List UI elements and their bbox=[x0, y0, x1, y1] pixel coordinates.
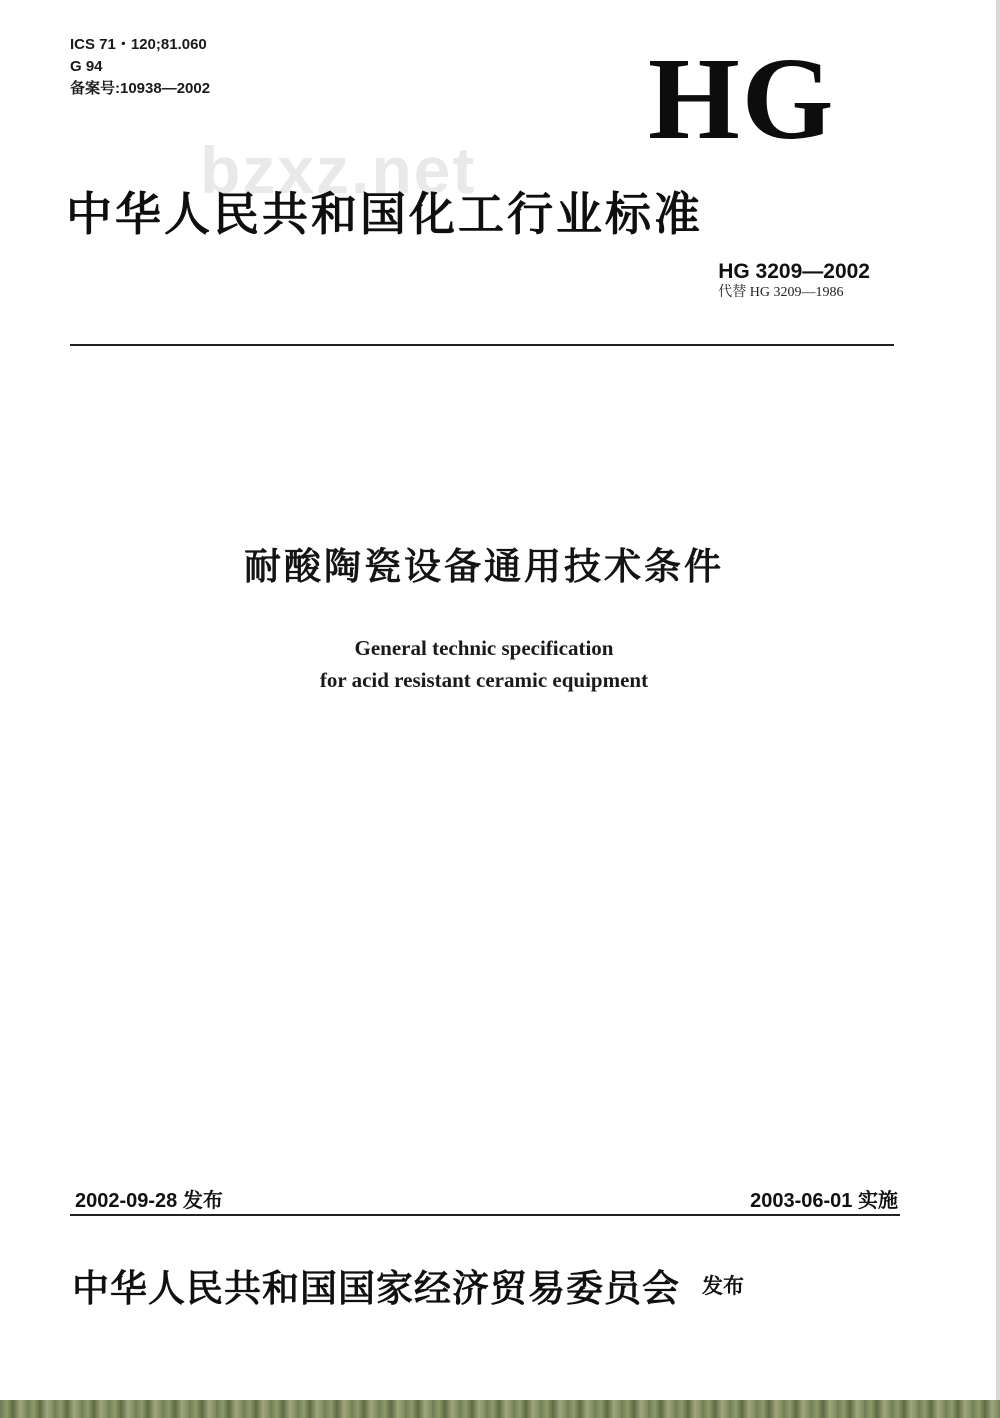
top-divider bbox=[70, 344, 894, 346]
document-title-cn: 耐酸陶瓷设备通用技术条件 bbox=[244, 545, 724, 588]
document-metadata bbox=[70, 34, 210, 100]
publisher-line bbox=[72, 1258, 744, 1312]
standard-number: HG 3209—2002 bbox=[718, 260, 870, 283]
dates-row bbox=[70, 1184, 898, 1214]
issue-date: 2002-09-28 发布 bbox=[75, 1190, 223, 1212]
record-number: 备案号:10938—2002 bbox=[70, 80, 211, 97]
watermark: bzxz.net bbox=[200, 133, 477, 207]
document-title-en-line: for acid resistant ceramic equipment bbox=[319, 668, 649, 692]
effective-date: 2003-06-01 实施 bbox=[750, 1190, 898, 1212]
hg-logo: HG bbox=[648, 33, 836, 164]
standard-code-block bbox=[718, 260, 870, 302]
publisher-name: 中华人民共和国国家经济贸易委员会 bbox=[72, 1267, 680, 1310]
replaces-note: 代替 HG 3209—1986 bbox=[718, 285, 844, 300]
bottom-divider bbox=[70, 1214, 900, 1216]
scan-edge-strip bbox=[0, 1400, 1000, 1418]
ics-code: ICS 71・120;81.060 bbox=[70, 36, 207, 53]
publisher-action: 发布 bbox=[702, 1274, 744, 1298]
document-title-en-line: General technic specification bbox=[354, 636, 614, 660]
document-title-en bbox=[0, 632, 1000, 696]
standard-title: 中华人民共和国化工行业标准 bbox=[66, 187, 703, 241]
page-edge-shadow bbox=[996, 0, 1000, 1418]
classification-code: G 94 bbox=[70, 58, 103, 75]
